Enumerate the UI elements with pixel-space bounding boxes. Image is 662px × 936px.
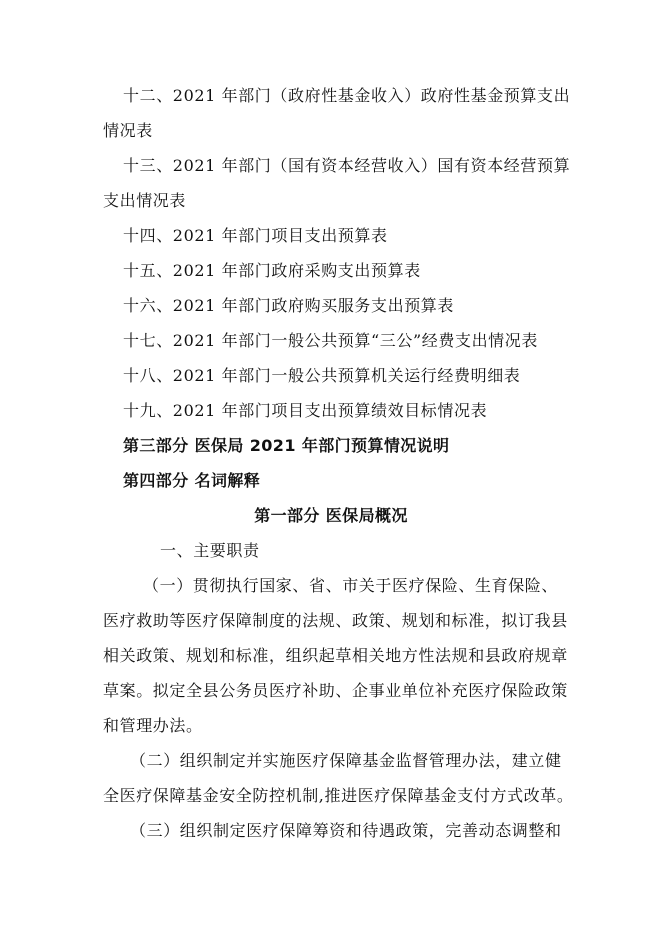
toc-item-17: 十七、2021 年部门一般公共预算“三公”经费支出情况表 xyxy=(123,331,538,350)
toc-part-3: 第三部分 医保局 2021 年部门预算情况说明 xyxy=(123,436,450,455)
toc-item-13-continuation: 支出情况表 xyxy=(103,191,187,210)
toc-item-13: 十三、2021 年部门（国有资本经营收入）国有资本经营预算 xyxy=(123,156,571,175)
paragraph-1-line-3: 相关政策、规划和标准，组织起草相关地方性法规和县政府规章 xyxy=(103,646,568,665)
paragraph-1-line-5: 和管理办法。 xyxy=(103,716,203,735)
toc-item-19: 十九、2021 年部门项目支出预算绩效目标情况表 xyxy=(123,401,488,420)
toc-item-14: 十四、2021 年部门项目支出预算表 xyxy=(123,226,388,245)
toc-part-4: 第四部分 名词解释 xyxy=(123,471,261,490)
toc-item-18: 十八、2021 年部门一般公共预算机关运行经费明细表 xyxy=(123,366,521,385)
paragraph-2-line-2: 全医疗保障基金安全防控机制,推进医疗保障基金支付方式改革。 xyxy=(103,786,574,805)
toc-item-12: 十二、2021 年部门（政府性基金收入）政府性基金预算支出 xyxy=(123,86,571,105)
toc-item-12-continuation: 情况表 xyxy=(103,121,153,140)
paragraph-1-line-1: （一）贯彻执行国家、省、市关于医疗保险、生育保险、 xyxy=(143,576,559,595)
toc-item-15: 十五、2021 年部门政府采购支出预算表 xyxy=(123,261,421,280)
paragraph-2-line-1: （二）组织制定并实施医疗保障基金监督管理办法，建立健 xyxy=(130,751,562,770)
paragraph-1-line-4: 草案。拟定全县公务员医疗补助、企事业单位补充医疗保险政策 xyxy=(103,681,568,700)
section-subheading: 一、主要职责 xyxy=(160,541,260,560)
paragraph-3-line-1: （三）组织制定医疗保障筹资和待遇政策，完善动态调整和 xyxy=(130,821,562,840)
toc-item-16: 十六、2021 年部门政府购买服务支出预算表 xyxy=(123,296,455,315)
section-title: 第一部分 医保局概况 xyxy=(254,506,408,525)
paragraph-1-line-2: 医疗救助等医疗保障制度的法规、政策、规划和标准，拟订我县 xyxy=(103,611,568,630)
